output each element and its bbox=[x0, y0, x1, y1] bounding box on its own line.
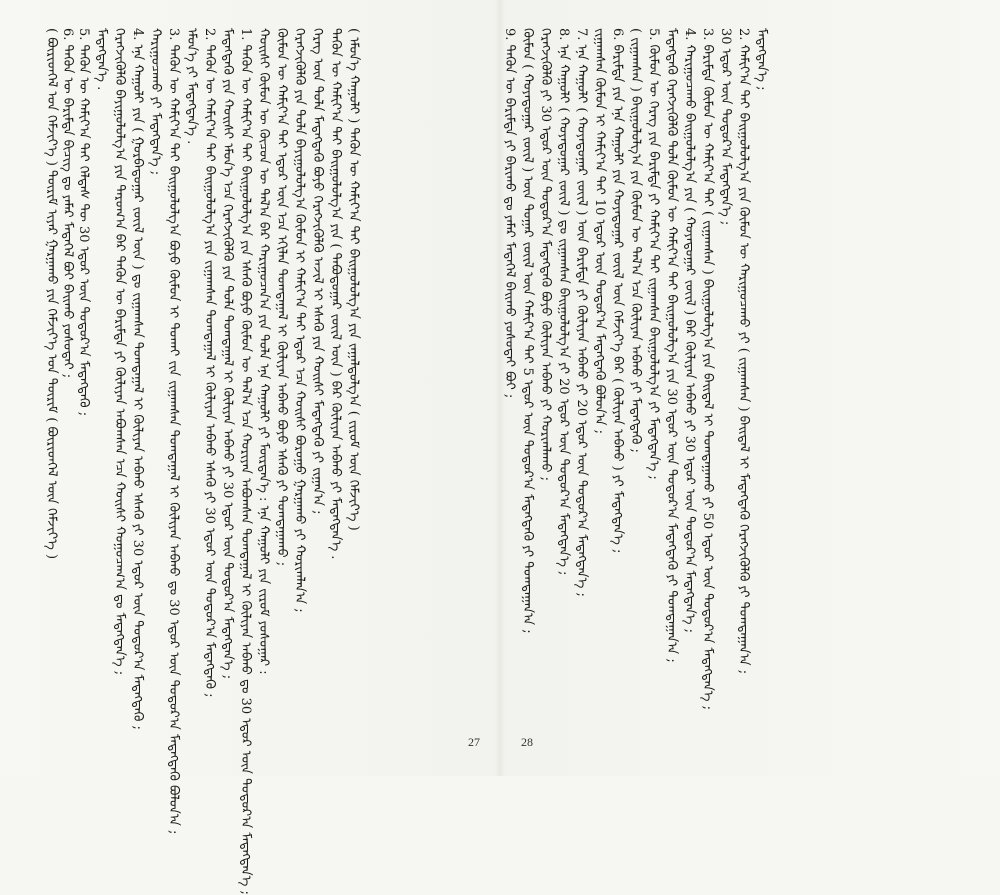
text-column: ᠬᠡᠷᠡᠭ ᠦᠨ ᠲᠤᠯᠠ ᠮᠡᠳᠡᠭᠳᠡᠬᠦ ᠪᠤᠶᠤ ᠬᠡᠷᠡᠭᠵᠢᠭᠦᠯᠬᠦ ᠠᠵᠢᠯ ᠢ ᠡᠰᠡᠬᠦ ᠶᠢᠨ ᠬᠣᠢᠰᠢ ᠮᠡᠳᠡᠭᠳᠡᠬᠦ ᠶᠢ ᠵᠢᠭᠠᠨ᠎ᠠ ; bbox=[310, 28, 325, 515]
text-column: ᠬᠡᠷᠡᠭᠵᠢᠭᠦᠯᠬᠦ ᠶᠢ 30 ᠡᠳᠦᠷ ᠦᠨ ᠳᠣᠲᠣᠷ᠎ᠠ ᠮᠡᠳᠡᠭᠳᠡᠬᠦ ᠪᠤᠶᠤ ᠬᠦᠯᠢᠶᠡᠨ ᠠᠪᠬᠤ ᠶᠢ ᠬᠣᠷᠢᠭᠯᠠᠬᠤ ; bbox=[538, 28, 553, 481]
text-column: ᠮᠡᠳᠡᠭᠳᠡᠨ᠎ᠡ . bbox=[94, 28, 109, 91]
text-column: 4. ᠡᠨᠡ ᠬᠠᠭᠤᠯᠢ ᠶᠢᠨ ( ᠭᠤᠷᠪᠠᠳᠤᠭᠠᠷ ᠵᠦᠢᠯ ᠦᠨ ) ᠳᠤ ᠵᠢᠭᠠᠭᠰᠠᠨ ᠲᠣᠭᠲᠠᠭᠠᠯ ᠢ ᠬᠦᠯᠢᠶᠡᠨ ᠠᠪᠬᠤ ᠡᠰᠡᠬᠦ ᠶᠢ 30 ᠡᠳᠦᠷ ᠦᠨ ᠳᠣᠲᠣᠷ᠎ᠠ ᠮᠡᠳᠡᠭᠳᠡᠬᠦ ; bbox=[130, 28, 145, 730]
text-column: 6. ᠪᠠᠷᠢᠮᠲᠠ ᠶᠢᠨ ᠡᠨᠡ ᠬᠠᠭᠤᠯᠢ ᠶᠢᠨ ᠬᠣᠶᠠᠳᠤᠭᠠᠷ ᠵᠦᠢᠯ ᠦᠨ ᠬᠡᠮᠵᠢᠶ᠎ᠡ ᠪᠡᠷ ( ᠬᠦᠯᠢᠶᠡᠨ ᠠᠪᠬᠤ ) ᠶᠢ ᠮᠡᠳᠡᠭᠳᠡᠨ᠎ᠡ ; bbox=[610, 28, 625, 554]
text-column: 1. ᠲᠡᠭᠦᠨ ᠦ ᠬᠠᠮᠢᠶ᠎ᠠ ᠲᠠᠢ ᠪᠠᠢᠭᠤᠯᠤᠯᠭ᠎ᠠ ᠶᠢᠨ ᠡᠰᠡᠬᠦ ᠪᠤᠶᠤ ᠬᠦᠮᠦᠨ ᠦ ᠲᠠᠯ᠎ᠠ ᠡᠴᠡ ᠬᠤᠷᠢᠶᠠᠨ ᠠᠪᠤᠭᠰᠠᠨ ᠲᠣᠭᠲᠠᠭᠠᠯ ᠢ ᠬᠦᠯᠢᠶᠡᠨ ᠠᠪᠬᠤ ᠳᠤ 30 ᠡᠳᠦᠷ ᠦᠨ ᠳᠣᠲᠣᠷ᠎ᠠ ᠮᠡᠳᠡᠭᠳᠡᠨ᠎ᠡ ; bbox=[238, 28, 253, 895]
text-column: 8. ᠡᠨᠡ ᠬᠠᠭᠤᠯᠢ ( ᠬᠣᠶᠠᠳᠤᠭᠠᠷ ᠵᠦᠢᠯ ) ᠳᠤ ᠵᠢᠭᠠᠭᠰᠠᠨ ᠪᠠᠢᠭᠤᠯᠤᠯᠭ᠎ᠠ ᠶᠢ 20 ᠡᠳᠦᠷ ᠦᠨ ᠳᠣᠲᠣᠷ᠎ᠠ ᠮᠡᠳᠡᠭᠳᠡᠨ᠎ᠡ ; bbox=[556, 28, 571, 576]
page-number-right: 28 bbox=[521, 735, 533, 749]
text-column: ᠬᠦᠮᠦᠨ ( ᠬᠣᠶᠠᠳᠤᠭᠠᠷ ᠵᠦᠢᠯ ) ᠦᠨ ᠳᠤᠭᠠᠷ ᠵᠦᠢᠯ ᠦᠨ ᠬᠠᠮᠢᠶ᠎ᠠ ᠲᠠᠢ 5 ᠡᠳᠦᠷ ᠦᠨ ᠳᠣᠲᠣᠷ᠎ᠠ ᠮᠡᠳᠡᠭᠳᠡᠬᠦ ᠶᠢ ᠲᠣᠭᠲᠠᠭᠠᠨ᠎ᠠ ; bbox=[520, 28, 535, 634]
text-column: 2. ᠬᠠᠮᠢᠶ᠎ᠠ ᠲᠠᠢ ᠪᠠᠢᠭᠤᠯᠤᠯᠭ᠎ᠠ ᠶᠢᠨ ᠬᠦᠮᠦᠨ ᠦ ᠬᠠᠷᠢᠭᠤᠴᠠᠬᠤ ᠶᠢ ( ᠵᠢᠭᠠᠭᠰᠠᠨ ) ᠪᠠᠢᠳᠠᠯ ᠢ ᠮᠡᠳᠡᠭᠳᠡᠬᠦ ᠬᠡᠷᠡᠭᠵᠢᠭᠦᠯᠬᠦ ᠶᠢ ᠲᠣᠭᠲᠠᠭᠠᠨ᠎ᠠ ; bbox=[736, 28, 751, 675]
text-column: ᠲᠡᠭᠦᠨ ᠦ ᠬᠠᠮᠢᠶ᠎ᠠ ᠲᠠᠢ ᠪᠠᠢᠭᠤᠯᠤᠯᠭ᠎ᠠ ᠶᠢᠨ ( ᠲᠠᠪᠤᠳᠤᠭᠠᠷ ᠵᠦᠢᠯ ᠦᠨ ) ᠪᠠᠷ ᠬᠦᠯᠢᠶᠡᠨ ᠠᠪᠬᠤ ᠶᠢ ᠮᠡᠳᠡᠭᠳᠡᠨ᠎ᠡ . bbox=[328, 28, 343, 560]
text-column: ᠬᠦᠮᠦᠨ ᠦ ᠬᠠᠮᠢᠶ᠎ᠠ ᠲᠠᠢ ᠡᠳᠦᠷ ᠦᠨ ᠡᠴᠡ ᠡᠬᠢᠯᠡᠨ ᠲᠣᠭᠲᠠᠭᠠᠯ ᠢ ᠬᠦᠯᠢᠶᠡᠨ ᠠᠪᠬᠤ ᠪᠤᠶᠤ ᠡᠰᠡᠬᠦ ᠶᠢ ᠲᠣᠭᠲᠠᠭᠠᠬᠤ ; bbox=[274, 28, 289, 567]
text-column: 6. ᠲᠡᠭᠦᠨ ᠦ ᠪᠠᠷᠢᠮᠲᠠ ᠪᠢᠴᠢᠭ ᠳᠤ ᠶᠠᠮᠠᠷ ᠮᠡᠳᠡᠭᠡᠯ ᠪᠤᠢ ᠪᠠᠢᠬᠤ ᠶᠣᠰᠣᠳᠠᠢ ; bbox=[60, 28, 75, 379]
text-column: ᠬᠠᠷᠢᠭᠤᠴᠠᠬᠤ ᠶᠢ ᠮᠡᠳᠡᠭᠳᠡᠨ᠎ᠡ ; bbox=[148, 28, 163, 176]
text-column: ᠮᠡᠳᠡᠭᠳᠡᠨ᠎ᠡ ; bbox=[754, 28, 769, 91]
text-column: 3. ᠪᠠᠷᠢᠮᠲᠠ ᠬᠦᠮᠦᠨ ᠦ ᠬᠠᠮᠢᠶ᠎ᠠ ᠲᠠᠢ ( ᠵᠢᠭᠠᠭᠰᠠᠨ ) ᠪᠠᠢᠭᠤᠯᠤᠯᠭ᠎ᠠ ᠶᠢᠨ ᠪᠠᠢᠳᠠᠯ ᠢ ᠲᠣᠭᠲᠠᠭᠠᠬᠤ ᠶᠢ 50 ᠡᠳᠦᠷ ᠦᠨ ᠳᠣᠲᠣᠷ᠎ᠠ ᠮᠡᠳᠡᠭᠳᠡᠨ᠎ᠡ ; bbox=[700, 28, 715, 710]
text-column: 2. ᠲᠡᠭᠦᠨ ᠦ ᠬᠠᠮᠢᠶ᠎ᠠ ᠲᠠᠢ ᠪᠠᠢᠭᠤᠯᠤᠯᠭ᠎ᠠ ᠶᠢᠨ ᠵᠢᠭᠠᠭᠰᠠᠨ ᠲᠣᠭᠲᠠᠭᠠᠯ ᠢ ᠬᠦᠯᠢᠶᠡᠨ ᠠᠪᠬᠤ ᠡᠰᠡᠬᠦ ᠶᠢ 30 ᠡᠳᠦᠷ ᠦᠨ ᠳᠣᠲᠣᠷ᠎ᠠ ᠮᠡᠳᠡᠭᠳᠡᠬᠦ ; bbox=[202, 28, 217, 698]
text-column: 4. ᠬᠠᠷᠢᠭᠤᠴᠠᠬᠤ ᠪᠠᠢᠭᠤᠯᠤᠯᠭ᠎ᠠ ᠶᠢᠨ ( ᠬᠣᠶᠠᠳᠤᠭᠠᠷ ᠵᠦᠢᠯ ) ᠪᠠᠷ ᠬᠦᠯᠢᠶᠡᠨ ᠠᠪᠬᠤ ᠶᠢ 30 ᠡᠳᠦᠷ ᠦᠨ ᠳᠣᠲᠣᠷ᠎ᠠ ᠮᠡᠳᠡᠭᠳᠡᠨ᠎ᠡ ; bbox=[682, 28, 697, 634]
text-column: ( ᠡᠮᠦᠨ᠎ᠡ ᠬᠠᠭᠤᠯᠢ ) ᠲᠡᠭᠦᠨ ᠦ ᠬᠠᠮᠢᠶ᠎ᠠ ᠲᠠᠢ ᠪᠠᠢᠭᠤᠯᠤᠯᠭ᠎ᠠ ᠶᠢᠨ ᠵᠠᠭᠠᠯᠳᠤᠯᠭ᠎ᠠ ( ᠵᠢᠷᠤᠮ ᠦᠨ ᠬᠡᠮᠵᠢᠶ᠎ᠡ ) bbox=[346, 28, 361, 531]
text-column: 5. ᠲᠡᠭᠦᠨ ᠦ ᠬᠠᠮᠢᠶ᠎ᠠ ᠲᠠᠢ ᠬᠡᠯᠲᠡᠰ ᠲᠦ 30 ᠡᠳᠦᠷ ᠦᠨ ᠳᠣᠲᠣᠷ᠎ᠠ ᠮᠡᠳᠡᠭᠳᠡᠬᠦ ; bbox=[76, 28, 91, 417]
text-column: 7. ᠡᠨᠡ ᠬᠠᠭᠤᠯᠢ ( ᠬᠣᠶᠠᠳᠤᠭᠠᠷ ᠵᠦᠢᠯ ) ᠦᠨ ᠪᠠᠷᠢᠮᠲᠠ ᠶᠢ ᠬᠦᠯᠢᠶᠡᠨ ᠠᠪᠬᠤ ᠶᠢ 20 ᠡᠳᠦᠷ ᠦᠨ ᠳᠣᠲᠣᠷ᠎ᠠ ᠮᠡᠳᠡᠭᠳᠡᠨ᠎ᠡ ; bbox=[574, 28, 589, 597]
text-column: ᠵᠢᠭᠠᠭᠰᠠᠨ ᠬᠦᠮᠦᠨ ᠢ ᠬᠠᠮᠢᠶ᠎ᠠ ᠲᠠᠢ 10 ᠡᠳᠦᠷ ᠦᠨ ᠳᠣᠲᠣᠷ᠎ᠠ ᠮᠡᠳᠡᠭᠳᠡᠬᠦ ᠪᠤᠯᠤᠨ᠎ᠠ ; bbox=[592, 28, 607, 435]
text-column: 3. ᠲᠡᠭᠦᠨ ᠦ ᠬᠠᠮᠢᠶ᠎ᠠ ᠲᠠᠢ ᠪᠠᠢᠭᠤᠯᠤᠯᠭ᠎ᠠ ᠪᠤᠶᠤ ᠬᠦᠮᠦᠨ ᠢ ᠲᠤᠬᠠᠢ ᠵᠢᠨ ᠵᠢᠭᠠᠭᠰᠠᠨ ᠲᠣᠭᠲᠠᠭᠠᠯ ᠢ ᠬᠦᠯᠢᠶᠡᠨ ᠠᠪᠬᠤ ᠳᠤ 30 ᠡᠳᠦᠷ ᠦᠨ ᠳᠣᠲᠣᠷ᠎ᠠ ᠮᠡᠳᠡᠭᠳᠡᠬᠦ ᠪᠤᠯᠤᠨ᠎ᠠ ; bbox=[166, 28, 181, 835]
text-column: ᠬᠡᠷᠡᠭᠵᠢᠭᠦᠯᠬᠦ ᠶᠢᠨ ᠲᠤᠯᠠ ᠪᠠᠶᠢᠭᠤᠯᠤᠯᠭ᠎ᠠ ᠬᠦᠮᠦᠨ ᠢ ᠬᠠᠮᠢᠶ᠎ᠠ ᠲᠠᠢ ᠡᠳᠦᠷ ᠡᠴᠡ ᠬᠣᠢᠰᠢ ᠪᠤᠷᠤᠭᠤ ᠭᠠᠷᠭᠠᠬᠤ ᠶᠢ ᠬᠣᠷᠢᠭᠯᠠᠨ᠎ᠠ ; bbox=[292, 28, 307, 613]
text-column: ᠬᠡᠷᠡᠭᠵᠢᠭᠦᠯᠬᠦ ᠪᠠᠶᠢᠭᠤᠯᠤᠯᠭ᠎ᠠ ᠶᠢᠨ ᠳᠠᠷᠤᠭ᠎ᠠ ᠪᠡᠷ ᠲᠡᠭᠦᠨ ᠦ ᠪᠠᠷᠢᠮᠲᠠ ᠶᠢ ᠬᠦᠯᠢᠶᠡᠨ ᠠᠪᠤᠭᠰᠠᠨ ᠡᠴᠡ ᠬᠣᠢᠰᠢ ᠬᠤᠭᠤᠴᠠᠭ᠎ᠠ ᠳᠤ ᠮᠡᠳᠡᠭᠳᠡᠨ᠎ᠡ ; bbox=[112, 28, 127, 676]
text-column: ( ᠪᠦᠷᠢᠳᠭᠡᠯ ᠤᠨ ᠬᠡᠮᠵᠢᠶ᠎ᠡ ) ᠳᠦᠷᠢᠮ ᠢᠶᠠᠷ ᠭᠠᠷᠭᠠᠬᠤ ᠶᠢᠨ ᠬᠡᠮᠵᠢᠶ᠎ᠡ ᠤᠨ ᠳᠦᠷᠢᠮ ( ᠪᠦᠷᠢᠳᠭᠡᠯ ᠦᠨ ᠬᠡᠮᠵᠢᠶ᠎ᠡ ) bbox=[44, 28, 59, 560]
text-column: ᠬᠣᠢᠰᠢ ᠬᠦᠮᠦᠨ ᠦ ᠬᠦᠴᠦᠨ ᠦ ᠲᠠᠯ᠎ᠠ ᠪᠠᠷ ᠬᠠᠷᠢᠭᠤᠴᠠᠨ᠎ᠠ ᠶᠢᠨ ᠲᠤᠯᠠ ᠡᠨᠡ ᠬᠠᠭᠤᠯᠢ ᠶᠢ ᠮᠦᠷᠳᠡᠨ᠎ᠡ : ᠡᠨᠡ ᠬᠠᠭᠤᠯᠢ ᠶᠢᠨ ᠵᠢᠷᠤᠮ ᠶᠣᠰᠣᠭᠠᠷ : bbox=[256, 28, 271, 675]
text-column: 9. ᠲᠡᠭᠦᠨ ᠦ ᠪᠠᠷᠢᠮᠲᠠ ᠶᠢ ᠪᠠᠷᠢᠬᠤ ᠳᠤ ᠶᠠᠮᠠᠷ ᠮᠡᠳᠡᠭᠡᠯ ᠪᠠᠢᠬᠤ ᠶᠣᠰᠣᠳᠠᠢ ᠪᠤᠢ ; bbox=[502, 28, 517, 399]
text-column: ᠮᠡᠳᠡᠭᠳᠡᠬᠦ ᠶᠢᠨ ᠬᠣᠢᠰᠢ ᠡᠮᠦᠨ᠎ᠡ ᠡᠴᠡ ᠬᠡᠷᠡᠭᠵᠢᠭᠦᠯᠬᠦ ᠶᠢᠨ ᠲᠤᠯᠠ ᠲᠣᠭᠲᠠᠭᠠᠯ ᠢ ᠬᠦᠯᠢᠶᠡᠨ ᠠᠪᠬᠤ ᠶᠢ 30 ᠡᠳᠦᠷ ᠦᠨ ᠳᠣᠲᠣᠷ᠎ᠠ ᠮᠡᠳᠡᠭᠳᠡᠨ᠎ᠡ ; bbox=[220, 28, 235, 680]
text-column: ( ᠵᠢᠭᠠᠭᠰᠠᠨ ) ᠪᠠᠢᠭᠤᠯᠤᠯᠭ᠎ᠠ ᠶᠢᠨ ᠬᠦᠮᠦᠨ ᠦ ᠲᠠᠯ᠎ᠠ ᠡᠴᠡ ᠬᠦᠯᠢᠶᠡᠨ ᠠᠪᠬᠤ ᠶᠢ ᠮᠡᠳᠡᠭᠳᠡᠬᠦ ; bbox=[628, 28, 643, 453]
text-column: 30 ᠡᠳᠦᠷ ᠦᠨ ᠳᠣᠲᠣᠷ᠎ᠠ ᠮᠡᠳᠡᠭᠳᠡᠨ᠎ᠡ ; bbox=[718, 28, 733, 226]
text-column: ᠮᠡᠳᠡᠭᠳᠡᠬᠦ ᠬᠡᠷᠡᠭᠵᠢᠭᠦᠯᠬᠦ ᠲᠤᠯᠠ ᠬᠦᠮᠦᠨ ᠦ ᠬᠠᠮᠢᠶ᠎ᠠ ᠲᠠᠢ ᠪᠠᠢᠭᠤᠯᠤᠯᠭ᠎ᠠ ᠶᠢᠨ 30 ᠡᠳᠦᠷ ᠦᠨ ᠳᠣᠲᠣᠷ᠎ᠠ ᠮᠡᠳᠡᠭᠳᠡᠬᠦ ᠶᠢ ᠲᠣᠭᠲᠠᠭᠠᠨ᠎ᠠ ; bbox=[664, 28, 679, 663]
text-column: ᠡᠮᠦᠨ᠎ᠡ ᠶᠢ ᠮᠡᠳᠡᠭᠳᠡᠨ᠎ᠡ . bbox=[184, 28, 199, 145]
text-column: 5. ᠬᠦᠮᠦᠨ ᠦ ᠬᠡᠷᠡᠭ ᠶᠢᠨ ᠪᠠᠷᠢᠮᠲᠠ ᠶᠢ ᠬᠠᠮᠢᠶ᠎ᠠ ᠲᠠᠢ ᠵᠢᠭᠠᠭᠰᠠᠨ ᠪᠠᠢᠭᠤᠯᠤᠯᠭ᠎ᠠ ᠶᠢ ᠮᠡᠳᠡᠭᠳᠡᠨ᠎ᠡ ; bbox=[646, 28, 661, 480]
page-number-left: 27 bbox=[468, 735, 480, 749]
